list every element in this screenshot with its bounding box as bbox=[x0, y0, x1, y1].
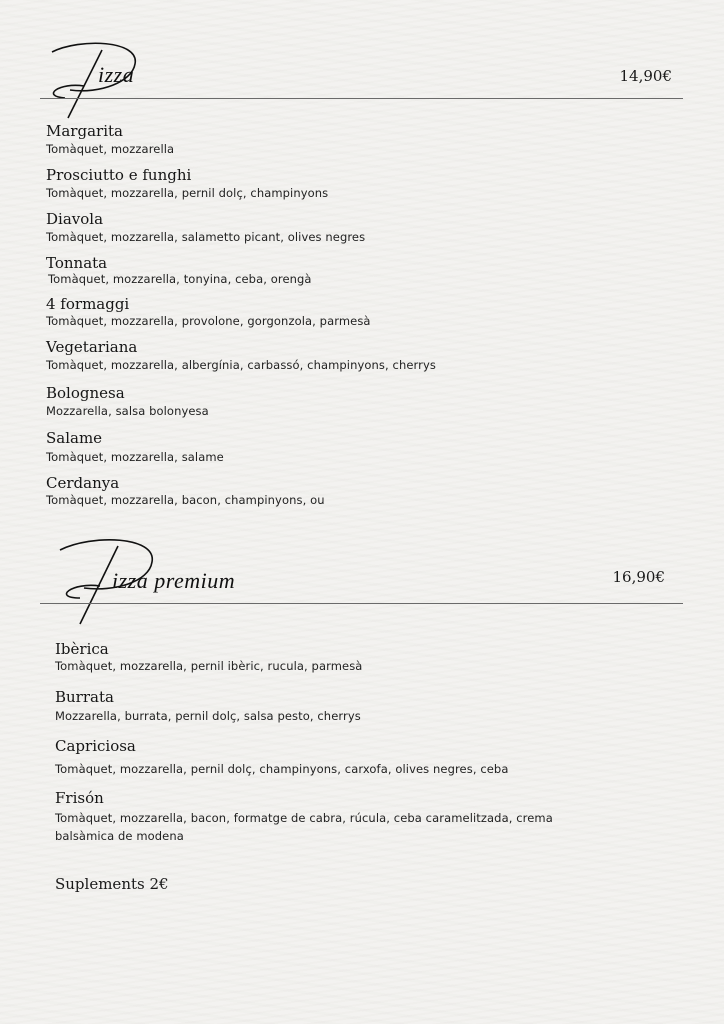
item-desc: Tomàquet, mozzarella, salame bbox=[46, 450, 224, 464]
item-desc: Tomàquet, mozzarella, pernil dolç, champinyons, carxofa, olives negres, ceba bbox=[55, 762, 509, 776]
pizza-premium-heading: izza premium bbox=[112, 568, 236, 593]
pizza-price: 14,90€ bbox=[619, 67, 672, 85]
item-desc: Tomàquet, mozzarella, albergínia, carbassó, champinyons, cherrys bbox=[46, 358, 436, 372]
divider bbox=[40, 98, 683, 99]
item-name: Capriciosa bbox=[55, 737, 136, 755]
item-name: Frisón bbox=[55, 789, 104, 807]
item-desc: Tomàquet, mozzarella, bacon, formatge de cabra, rúcula, ceba caramelitzada, crema bbox=[55, 811, 553, 825]
item-name: 4 formaggi bbox=[46, 295, 130, 313]
item-name: Vegetariana bbox=[46, 338, 138, 356]
item-desc: Tomàquet, mozzarella, pernil ibèric, rucula, parmesà bbox=[55, 659, 363, 673]
item-desc: Tomàquet, mozzarella, tonyina, ceba, orengà bbox=[48, 272, 312, 286]
supplements-note: Suplements 2€ bbox=[55, 875, 169, 893]
pizza-premium-price: 16,90€ bbox=[612, 568, 665, 586]
divider bbox=[40, 603, 683, 604]
item-name: Cerdanya bbox=[46, 474, 120, 492]
item-desc: Tomàquet, mozzarella, provolone, gorgonzola, parmesà bbox=[46, 314, 371, 328]
item-desc: Mozzarella, burrata, pernil dolç, salsa pesto, cherrys bbox=[55, 709, 361, 723]
item-desc: Tomàquet, mozzarella, pernil dolç, champinyons bbox=[46, 186, 329, 200]
item-name: Ibèrica bbox=[55, 640, 109, 658]
item-desc: Tomàquet, mozzarella, bacon, champinyons, ou bbox=[46, 493, 325, 507]
item-name: Salame bbox=[46, 429, 103, 447]
item-desc: Tomàquet, mozzarella bbox=[46, 142, 175, 156]
pizza-heading: izza bbox=[98, 62, 135, 87]
item-desc: Mozzarella, salsa bolonyesa bbox=[46, 404, 209, 418]
item-name: Diavola bbox=[46, 210, 104, 228]
item-name: Bolognesa bbox=[46, 384, 125, 402]
item-desc: Tomàquet, mozzarella, salametto picant, olives negres bbox=[46, 230, 366, 244]
item-name: Tonnata bbox=[46, 254, 108, 272]
item-name: Burrata bbox=[55, 688, 114, 706]
item-name: Prosciutto e funghi bbox=[46, 166, 192, 184]
item-desc-continued: balsàmica de modena bbox=[55, 829, 184, 843]
item-name: Margarita bbox=[46, 122, 123, 140]
